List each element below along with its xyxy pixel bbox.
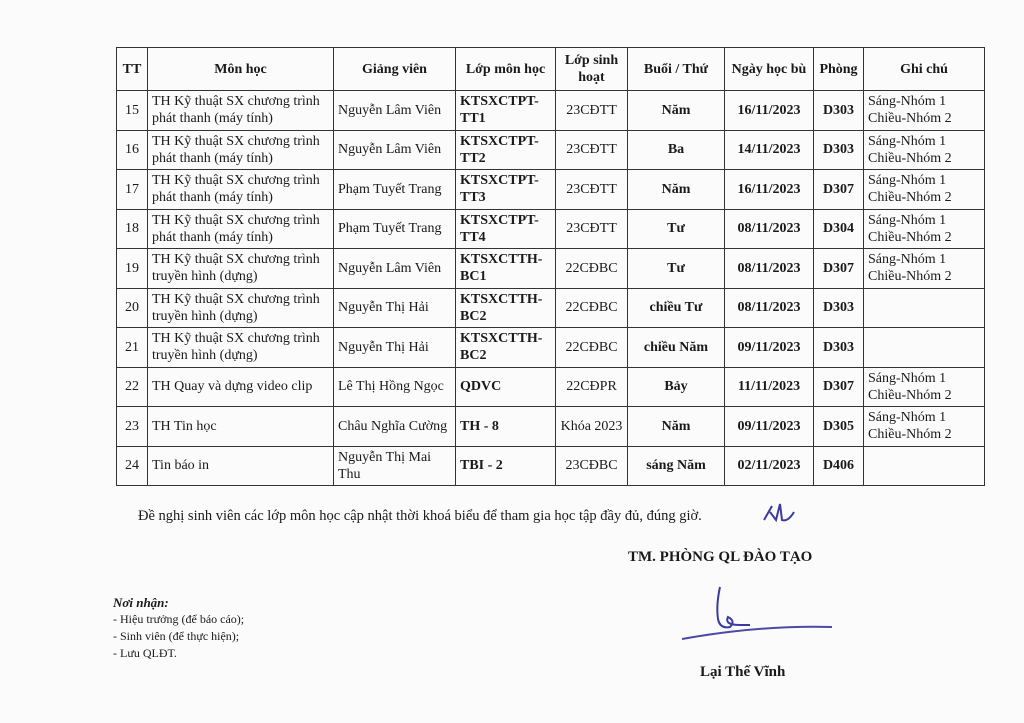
column-header: Giảng viên bbox=[334, 48, 456, 91]
cell-note bbox=[864, 288, 985, 328]
cell-date: 09/11/2023 bbox=[725, 328, 814, 368]
cell-session: Tư bbox=[628, 249, 725, 289]
table-row bbox=[117, 249, 985, 289]
table-row bbox=[117, 446, 985, 486]
cell-session: chiều Tư bbox=[628, 288, 725, 328]
cell-lecturer: Phạm Tuyết Trang bbox=[334, 170, 456, 210]
cell-home-class: Khóa 2023 bbox=[556, 407, 628, 447]
cell-room: D303 bbox=[814, 91, 864, 131]
cell-subject: TH Quay và dựng video clip bbox=[148, 367, 334, 407]
cell-session: Tư bbox=[628, 209, 725, 249]
cell-subject: TH Kỹ thuật SX chương trình phát thanh (máy tính) bbox=[148, 209, 334, 249]
column-header: Phòng bbox=[814, 48, 864, 91]
cell-session: chiều Năm bbox=[628, 328, 725, 368]
recipients-title: Nơi nhận: bbox=[113, 595, 169, 610]
cell-tt: 17 bbox=[117, 170, 148, 210]
table-row bbox=[117, 328, 985, 368]
cell-session: Bảy bbox=[628, 367, 725, 407]
cell-lecturer: Nguyễn Lâm Viên bbox=[334, 249, 456, 289]
cell-tt: 23 bbox=[117, 407, 148, 447]
cell-date: 08/11/2023 bbox=[725, 209, 814, 249]
table-row bbox=[117, 209, 985, 249]
cell-class-code: TBI - 2 bbox=[456, 446, 556, 486]
table-row bbox=[117, 367, 985, 407]
cell-subject: TH Kỹ thuật SX chương trình truyền hình (dựng) bbox=[148, 328, 334, 368]
column-header: Lớp môn học bbox=[456, 48, 556, 91]
signatory-org: TM. PHÒNG QL ĐÀO TẠO bbox=[628, 549, 813, 565]
recipients bbox=[113, 594, 244, 662]
signature bbox=[680, 585, 840, 645]
cell-date: 11/11/2023 bbox=[725, 367, 814, 407]
cell-tt: 15 bbox=[117, 91, 148, 131]
recipient-item: - Lưu QLĐT. bbox=[113, 646, 177, 660]
cell-home-class: 23CĐBC bbox=[556, 446, 628, 486]
cell-note: Sáng-Nhóm 1 Chiều-Nhóm 2 bbox=[864, 130, 985, 170]
cell-date: 14/11/2023 bbox=[725, 130, 814, 170]
cell-tt: 22 bbox=[117, 367, 148, 407]
cell-session: Ba bbox=[628, 130, 725, 170]
column-header: Buổi / Thứ bbox=[628, 48, 725, 91]
cell-home-class: 23CĐTT bbox=[556, 91, 628, 131]
cell-home-class: 23CĐTT bbox=[556, 130, 628, 170]
cell-session: Năm bbox=[628, 170, 725, 210]
cell-note bbox=[864, 328, 985, 368]
column-header: TT bbox=[117, 48, 148, 91]
cell-home-class: 22CĐBC bbox=[556, 328, 628, 368]
cell-home-class: 22CĐBC bbox=[556, 249, 628, 289]
cell-note: Sáng-Nhóm 1 Chiều-Nhóm 2 bbox=[864, 367, 985, 407]
cell-note: Sáng-Nhóm 1 Chiều-Nhóm 2 bbox=[864, 249, 985, 289]
cell-date: 16/11/2023 bbox=[725, 91, 814, 131]
cell-date: 08/11/2023 bbox=[725, 249, 814, 289]
cell-room: D307 bbox=[814, 249, 864, 289]
cell-lecturer: Phạm Tuyết Trang bbox=[334, 209, 456, 249]
cell-class-code: KTSXCTPT-TT2 bbox=[456, 130, 556, 170]
cell-note bbox=[864, 446, 985, 486]
cell-class-code: KTSXCTTH-BC2 bbox=[456, 288, 556, 328]
cell-home-class: 23CĐTT bbox=[556, 170, 628, 210]
cell-tt: 16 bbox=[117, 130, 148, 170]
table-row bbox=[117, 130, 985, 170]
cell-tt: 24 bbox=[117, 446, 148, 486]
cell-class-code: TH - 8 bbox=[456, 407, 556, 447]
table-row bbox=[117, 170, 985, 210]
cell-subject: TH Kỹ thuật SX chương trình truyền hình (dựng) bbox=[148, 288, 334, 328]
cell-note: Sáng-Nhóm 1 Chiều-Nhóm 2 bbox=[864, 170, 985, 210]
cell-lecturer: Nguyễn Lâm Viên bbox=[334, 91, 456, 131]
cell-session: Năm bbox=[628, 407, 725, 447]
cell-tt: 21 bbox=[117, 328, 148, 368]
makeup-schedule-table bbox=[116, 47, 985, 486]
cell-date: 16/11/2023 bbox=[725, 170, 814, 210]
table-row bbox=[117, 288, 985, 328]
initials-signature bbox=[760, 500, 796, 528]
cell-lecturer: Nguyễn Thị Hải bbox=[334, 328, 456, 368]
table-row bbox=[117, 407, 985, 447]
cell-room: D307 bbox=[814, 367, 864, 407]
cell-date: 08/11/2023 bbox=[725, 288, 814, 328]
cell-session: Năm bbox=[628, 91, 725, 131]
cell-class-code: QDVC bbox=[456, 367, 556, 407]
cell-subject: TH Kỹ thuật SX chương trình phát thanh (máy tính) bbox=[148, 170, 334, 210]
cell-lecturer: Châu Nghĩa Cường bbox=[334, 407, 456, 447]
cell-lecturer: Nguyễn Thị Hải bbox=[334, 288, 456, 328]
cell-home-class: 23CĐTT bbox=[556, 209, 628, 249]
cell-room: D406 bbox=[814, 446, 864, 486]
cell-session: sáng Năm bbox=[628, 446, 725, 486]
cell-class-code: KTSXCTPT-TT4 bbox=[456, 209, 556, 249]
recipient-item: - Sinh viên (để thực hiện); bbox=[113, 629, 240, 643]
cell-tt: 18 bbox=[117, 209, 148, 249]
table-row bbox=[117, 91, 985, 131]
cell-room: D303 bbox=[814, 130, 864, 170]
cell-tt: 20 bbox=[117, 288, 148, 328]
cell-room: D305 bbox=[814, 407, 864, 447]
cell-subject: Tin báo in bbox=[148, 446, 334, 486]
cell-note: Sáng-Nhóm 1 Chiều-Nhóm 2 bbox=[864, 407, 985, 447]
cell-class-code: KTSXCTPT-TT3 bbox=[456, 170, 556, 210]
cell-room: D303 bbox=[814, 328, 864, 368]
column-header: Môn học bbox=[148, 48, 334, 91]
cell-lecturer: Nguyễn Lâm Viên bbox=[334, 130, 456, 170]
cell-date: 02/11/2023 bbox=[725, 446, 814, 486]
cell-room: D307 bbox=[814, 170, 864, 210]
cell-lecturer: Lê Thị Hồng Ngọc bbox=[334, 367, 456, 407]
cell-home-class: 22CĐPR bbox=[556, 367, 628, 407]
cell-class-code: KTSXCTTH-BC1 bbox=[456, 249, 556, 289]
column-header: Ghi chú bbox=[864, 48, 985, 91]
table-header-row bbox=[117, 48, 985, 91]
cell-home-class: 22CĐBC bbox=[556, 288, 628, 328]
cell-subject: TH Kỹ thuật SX chương trình phát thanh (máy tính) bbox=[148, 91, 334, 131]
cell-subject: TH Kỹ thuật SX chương trình phát thanh (máy tính) bbox=[148, 130, 334, 170]
cell-note: Sáng-Nhóm 1 Chiều-Nhóm 2 bbox=[864, 91, 985, 131]
notice-text: Đề nghị sinh viên các lớp môn học cập nhật thời khoá biểu để tham gia học tập đầy đủ, đúng giờ. bbox=[138, 508, 702, 524]
cell-lecturer: Nguyễn Thị Mai Thu bbox=[334, 446, 456, 486]
cell-tt: 19 bbox=[117, 249, 148, 289]
cell-note: Sáng-Nhóm 1 Chiều-Nhóm 2 bbox=[864, 209, 985, 249]
cell-subject: TH Kỹ thuật SX chương trình truyền hình (dựng) bbox=[148, 249, 334, 289]
signatory-name: Lại Thế Vĩnh bbox=[700, 664, 786, 680]
cell-class-code: KTSXCTTH-BC2 bbox=[456, 328, 556, 368]
column-header: Lớp sinh hoạt bbox=[556, 48, 628, 91]
cell-subject: TH Tin học bbox=[148, 407, 334, 447]
recipient-item: - Hiệu trưởng (để báo cáo); bbox=[113, 612, 245, 626]
cell-room: D303 bbox=[814, 288, 864, 328]
cell-date: 09/11/2023 bbox=[725, 407, 814, 447]
cell-class-code: KTSXCTPT-TT1 bbox=[456, 91, 556, 131]
cell-room: D304 bbox=[814, 209, 864, 249]
column-header: Ngày học bù bbox=[725, 48, 814, 91]
